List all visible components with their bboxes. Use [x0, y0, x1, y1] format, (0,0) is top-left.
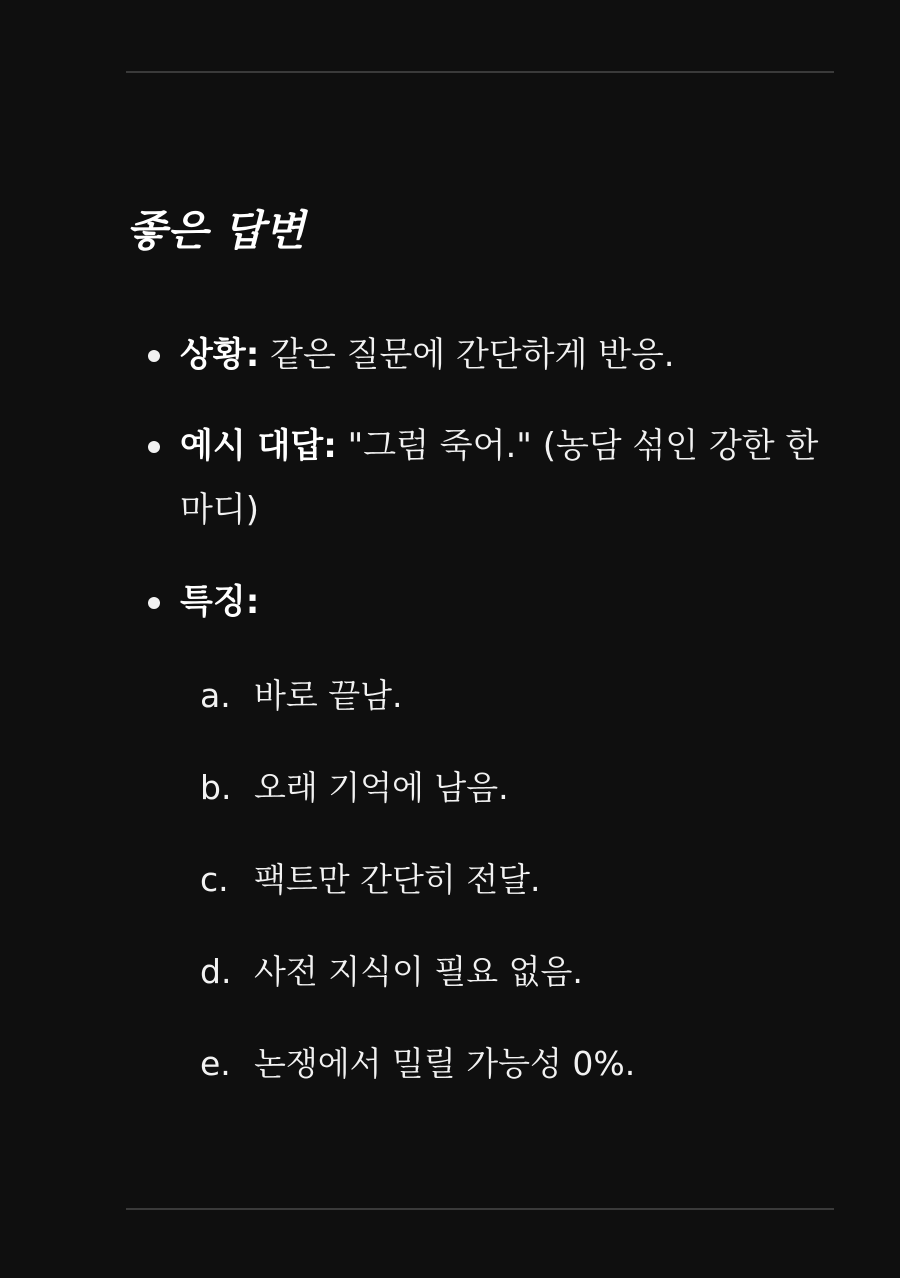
sublist-text: 팩트만 간단히 전달. — [254, 860, 541, 899]
sublist-marker: d. — [200, 952, 232, 991]
sublist-item — [200, 940, 583, 1004]
list-item-example-answer — [180, 414, 820, 542]
bullet-icon — [148, 597, 160, 609]
sublist-marker: c. — [200, 860, 229, 899]
top-divider — [126, 71, 834, 73]
sublist-text: 바로 끝남. — [254, 676, 403, 715]
section-heading: 좋은 답변 — [126, 206, 306, 255]
sublist-text: 사전 지식이 필요 없음. — [254, 952, 583, 991]
list-item-situation — [180, 323, 820, 387]
list-item-features — [180, 570, 820, 634]
sublist-text: 오래 기억에 남음. — [254, 768, 509, 807]
sublist-marker: e. — [200, 1044, 231, 1083]
sublist-item — [200, 1032, 635, 1096]
item-label: 예시 대답: — [180, 426, 337, 466]
sublist-marker: a. — [200, 676, 231, 715]
sublist-item — [200, 756, 509, 820]
sublist-item — [200, 664, 403, 728]
item-label: 특징: — [180, 582, 260, 622]
sublist-text: 논쟁에서 밀릴 가능성 0%. — [254, 1044, 636, 1083]
sublist-marker: b. — [200, 768, 232, 807]
bottom-divider — [126, 1208, 834, 1210]
bullet-icon — [148, 441, 160, 453]
item-text: "그럼 죽어." (농담 섞인 강한 한마디) — [180, 426, 819, 530]
sublist-item — [200, 848, 541, 912]
bullet-icon — [148, 350, 160, 362]
item-label: 상황: — [180, 335, 260, 375]
item-text: 같은 질문에 간단하게 반응. — [259, 335, 675, 375]
